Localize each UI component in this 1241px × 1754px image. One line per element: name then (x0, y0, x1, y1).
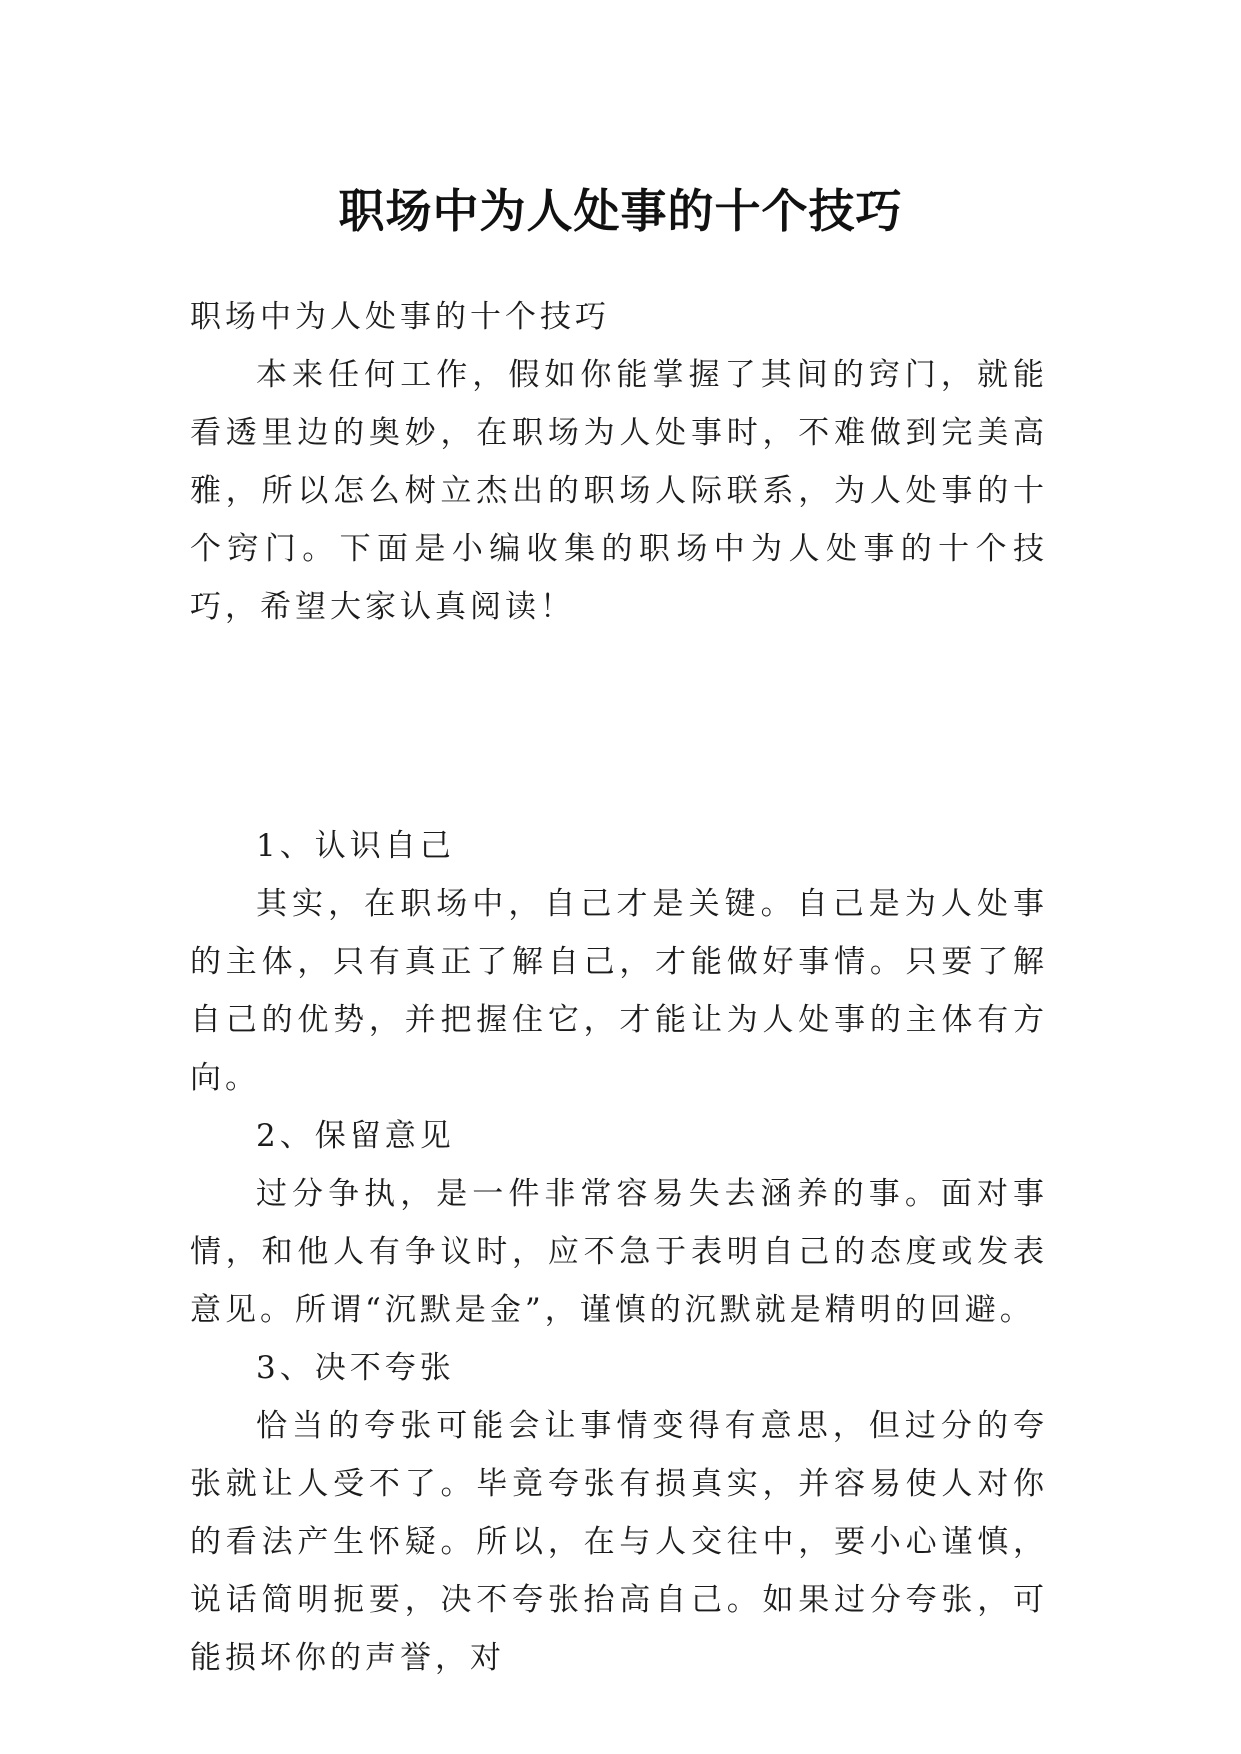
page-title: 职场中为人处事的十个技巧 (338, 183, 903, 238)
sections-block (190, 817, 1048, 1687)
intro-block (190, 288, 1048, 636)
intro-paragraph: 本来任何工作，假如你能掌握了其间的窍门，就能看透里边的奥妙，在职场为人处事时，不难做到完美高雅，所以怎么树立杰出的职场人际联系，为人处事的十个窍门。下面是小编收集的职场中为人处事的十个技巧，希望大家认真阅读！ (190, 357, 1048, 625)
section-heading-2: 2、保留意见 (256, 1118, 455, 1154)
section-heading-3: 3、决不夸张 (256, 1350, 455, 1386)
section-body-2: 过分争执，是一件非常容易失去涵养的事。面对事情，和他人有争议时，应不急于表明自己的态度或发表意见。所谓“沉默是金”，谨慎的沉默就是精明的回避。 (190, 1176, 1048, 1328)
section-heading-1: 1、认识自己 (256, 828, 455, 864)
subtitle: 职场中为人处事的十个技巧 (190, 299, 610, 335)
section-body-1: 其实，在职场中，自己才是关键。自己是为人处事的主体，只有真正了解自己，才能做好事情。只要了解自己的优势，并把握住它，才能让为人处事的主体有方向。 (190, 886, 1048, 1096)
section-body-3: 恰当的夸张可能会让事情变得有意思，但过分的夸张就让人受不了。毕竟夸张有损真实，并容易使人对你的看法产生怀疑。所以，在与人交往中，要小心谨慎，说话简明扼要，决不夸张抬高自己。如果过分夸张，可能损坏你的声誉，对 (190, 1408, 1048, 1676)
